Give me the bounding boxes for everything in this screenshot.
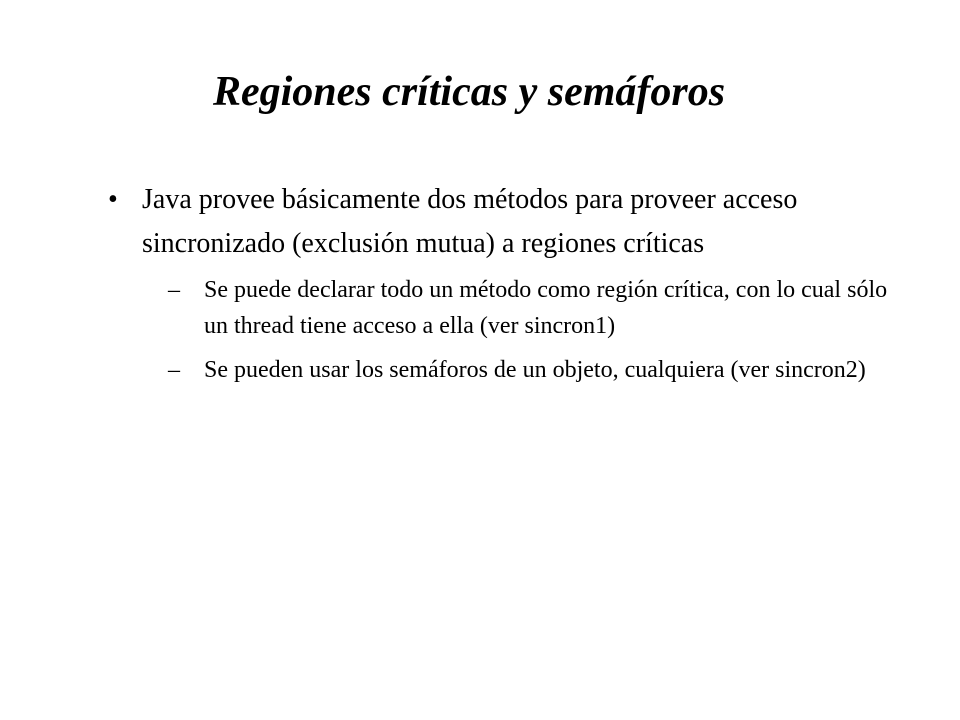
sub-bullet-text: Se puede declarar todo un método como región crítica, con lo cual sólo un thread tiene acceso a ella (ver sincron1)	[204, 277, 888, 339]
bullet-marker: •	[108, 184, 118, 215]
bullet-item	[108, 178, 888, 388]
bullet-text: Java provee básicamente dos métodos para proveer acceso sincronizado (exclusión mutua) a regiones críticas	[142, 184, 798, 259]
slide-title: Regiones críticas y semáforos	[212, 69, 726, 115]
sub-bullet-item	[154, 272, 888, 344]
sub-bullet-text: Se pueden usar los semáforos de un objeto, cualquiera (ver sincron2)	[204, 357, 866, 383]
sub-bullet-marker: –	[168, 357, 180, 383]
sub-bullet-item	[154, 352, 888, 388]
sub-bullet-list	[142, 272, 888, 388]
bullet-list	[108, 178, 888, 396]
sub-bullet-marker: –	[168, 277, 180, 303]
